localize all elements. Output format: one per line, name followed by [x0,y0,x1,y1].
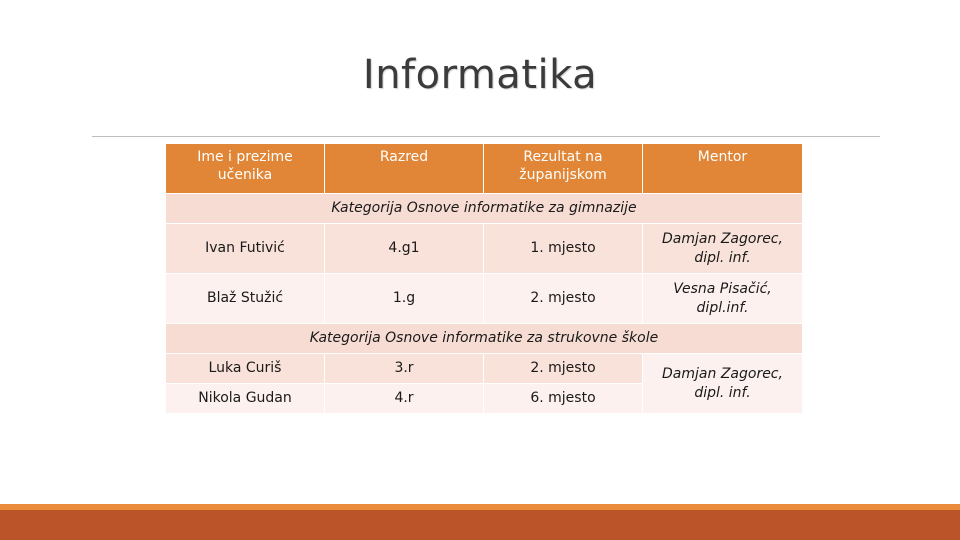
table-row-name: Nikola Gudan [166,384,324,413]
table-row-class: 3.r [325,354,483,383]
header-name: Ime i prezime učenika [166,144,324,193]
table-row-class: 4.g1 [325,224,483,273]
table-row-mentor: Vesna Pisačić, dipl.inf. [643,274,802,323]
table-row-result: 2. mjesto [484,354,642,383]
table-row-name: Luka Curiš [166,354,324,383]
header-class: Razred [325,144,483,193]
category-gimnazije: Kategorija Osnove informatike za gimnazije [166,194,802,223]
footer-bar [0,504,960,540]
table-row-result: 2. mjesto [484,274,642,323]
table-row-result: 1. mjesto [484,224,642,273]
table-row-mentor: Damjan Zagorec, dipl. inf. [643,224,802,273]
table-row-class: 4.r [325,384,483,413]
header-result: Rezultat na županijskom [484,144,642,193]
header-mentor: Mentor [643,144,802,193]
slide-title: Informatika [362,52,598,98]
table-row-mentor-merged: Damjan Zagorec, dipl. inf. [643,354,802,413]
category-strukovne: Kategorija Osnove informatike za strukovne škole [166,324,802,353]
table-row-class: 1.g [325,274,483,323]
table-row-name: Ivan Futivić [166,224,324,273]
results-table [166,144,799,412]
table-row-name: Blaž Stužić [166,274,324,323]
table-row-result: 6. mjesto [484,384,642,413]
title-divider [92,136,880,137]
